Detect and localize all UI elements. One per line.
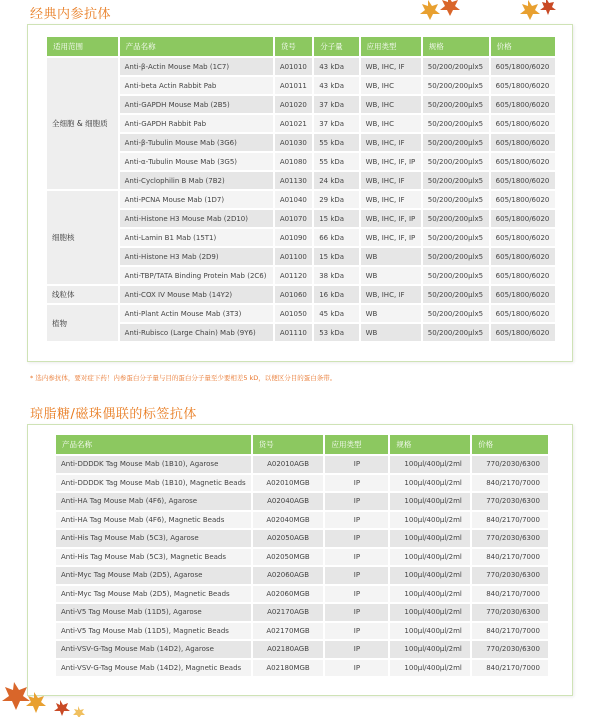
table-row	[47, 134, 555, 151]
cell-name: Anti-Cyclophilin B Mab (7B2)	[120, 172, 273, 189]
cell-app: IP	[325, 475, 388, 492]
cell-cat: A02010MGB	[253, 475, 324, 492]
cell-mw: 16 kDa	[314, 286, 358, 303]
cell-name: Anti-β-Actin Mouse Mab (1C7)	[120, 58, 273, 75]
cell-name: Anti-COX IV Mouse Mab (14Y2)	[120, 286, 273, 303]
group-label: 细胞核	[47, 191, 118, 284]
cell-name: Anti-VSV-G-Tag Mouse Mab (14D2), Magnetic Beads	[56, 660, 251, 677]
cell-mw: 45 kDa	[314, 305, 358, 322]
cell-price: 605/1800/6020	[491, 286, 555, 303]
reference-antibody-card	[27, 24, 573, 362]
cell-name: Anti-TBP/TATA Binding Protein Mab (2C6)	[120, 267, 273, 284]
cell-app: IP	[325, 456, 388, 473]
cell-mw: 38 kDa	[314, 267, 358, 284]
cell-price: 770/2030/6300	[472, 493, 548, 510]
cell-cat: A01011	[275, 77, 312, 94]
cell-app: IP	[325, 604, 388, 621]
cell-spec: 50/200/200μlx5	[423, 248, 489, 265]
cell-cat: A02180MGB	[253, 660, 324, 677]
cell-price: 840/2170/7000	[472, 512, 548, 529]
table-row	[56, 475, 548, 492]
table-row	[56, 604, 548, 621]
cell-cat: A01060	[275, 286, 312, 303]
cell-spec: 50/200/200μlx5	[423, 191, 489, 208]
cell-mw: 24 kDa	[314, 172, 358, 189]
group-label: 植物	[47, 305, 118, 341]
cell-spec: 50/200/200μlx5	[423, 286, 489, 303]
cell-spec: 100μl/400μl/2ml	[390, 530, 470, 547]
cell-spec: 50/200/200μlx5	[423, 210, 489, 227]
section-title-tag-antibodies: 琼脂糖/磁珠偶联的标签抗体	[30, 407, 197, 422]
cell-name: Anti-His Tag Mouse Mab (5C3), Agarose	[56, 530, 251, 547]
cell-cat: A02170MGB	[253, 623, 324, 640]
cell-app: IP	[325, 623, 388, 640]
cell-name: Anti-DDDDK Tag Mouse Mab (1B10), Agarose	[56, 456, 251, 473]
cell-price: 605/1800/6020	[491, 134, 555, 151]
cell-spec: 50/200/200μlx5	[423, 115, 489, 132]
cell-app: WB, IHC	[361, 115, 421, 132]
cell-price: 605/1800/6020	[491, 96, 555, 113]
cell-app: WB, IHC	[361, 77, 421, 94]
cell-mw: 37 kDa	[314, 115, 358, 132]
cell-app: IP	[325, 641, 388, 658]
cell-app: IP	[325, 549, 388, 566]
table-row	[56, 586, 548, 603]
group-label: 线粒体	[47, 286, 118, 303]
cell-cat: A02040MGB	[253, 512, 324, 529]
table-row	[47, 286, 555, 303]
cell-app: WB, IHC, IF, IP	[361, 153, 421, 170]
cell-spec: 100μl/400μl/2ml	[390, 567, 470, 584]
table-row	[47, 229, 555, 246]
header-mw: 分子量	[314, 37, 358, 56]
header-catalog: 货号	[253, 435, 324, 454]
cell-price: 605/1800/6020	[491, 229, 555, 246]
cell-spec: 50/200/200μlx5	[423, 305, 489, 322]
header-price: 价格	[491, 37, 555, 56]
cell-price: 840/2170/7000	[472, 623, 548, 640]
cell-cat: A01040	[275, 191, 312, 208]
cell-cat: A01100	[275, 248, 312, 265]
cell-app: WB, IHC, IF	[361, 58, 421, 75]
cell-spec: 50/200/200μlx5	[423, 134, 489, 151]
cell-cat: A01130	[275, 172, 312, 189]
header-catalog: 货号	[275, 37, 312, 56]
cell-cat: A02170AGB	[253, 604, 324, 621]
cell-app: WB, IHC, IF	[361, 191, 421, 208]
table-row	[47, 248, 555, 265]
cell-price: 605/1800/6020	[491, 248, 555, 265]
cell-app: WB, IHC, IF	[361, 134, 421, 151]
cell-price: 605/1800/6020	[491, 210, 555, 227]
cell-spec: 50/200/200μlx5	[423, 77, 489, 94]
cell-name: Anti-His Tag Mouse Mab (5C3), Magnetic Beads	[56, 549, 251, 566]
cell-app: IP	[325, 567, 388, 584]
cell-name: Anti-GAPDH Mouse Mab (2B5)	[120, 96, 273, 113]
tag-antibody-table	[54, 433, 550, 678]
cell-mw: 55 kDa	[314, 134, 358, 151]
cell-mw: 37 kDa	[314, 96, 358, 113]
cell-price: 605/1800/6020	[491, 191, 555, 208]
header-price: 价格	[472, 435, 548, 454]
cell-price: 840/2170/7000	[472, 660, 548, 677]
cell-mw: 15 kDa	[314, 248, 358, 265]
cell-name: Anti-GAPDH Rabbit Pab	[120, 115, 273, 132]
table-row	[47, 153, 555, 170]
cell-name: Anti-Lamin B1 Mab (15T1)	[120, 229, 273, 246]
cell-app: WB, IHC, IF, IP	[361, 210, 421, 227]
cell-spec: 100μl/400μl/2ml	[390, 604, 470, 621]
cell-app: WB	[361, 248, 421, 265]
cell-spec: 100μl/400μl/2ml	[390, 586, 470, 603]
cell-app: WB	[361, 267, 421, 284]
cell-spec: 100μl/400μl/2ml	[390, 641, 470, 658]
maple-leaf-decoration-top-right	[418, 0, 558, 22]
section-title-reference-antibodies: 经典内参抗体	[30, 7, 112, 22]
cell-cat: A01080	[275, 153, 312, 170]
group-label: 全细胞 & 细胞质	[47, 58, 118, 189]
cell-cat: A02050AGB	[253, 530, 324, 547]
cell-app: WB, IHC, IF, IP	[361, 229, 421, 246]
table-row	[56, 530, 548, 547]
cell-app: IP	[325, 660, 388, 677]
cell-spec: 50/200/200μlx5	[423, 267, 489, 284]
table-row	[47, 191, 555, 208]
cell-spec: 50/200/200μlx5	[423, 96, 489, 113]
table-row	[56, 641, 548, 658]
cell-cat: A02010AGB	[253, 456, 324, 473]
cell-name: Anti-V5 Tag Mouse Mab (11D5), Agarose	[56, 604, 251, 621]
cell-price: 605/1800/6020	[491, 58, 555, 75]
cell-mw: 29 kDa	[314, 191, 358, 208]
table-row	[47, 96, 555, 113]
cell-app: IP	[325, 512, 388, 529]
cell-cat: A02050MGB	[253, 549, 324, 566]
cell-name: Anti-Rubisco (Large Chain) Mab (9Y6)	[120, 324, 273, 341]
cell-price: 605/1800/6020	[491, 267, 555, 284]
header-product-name: 产品名称	[56, 435, 251, 454]
cell-mw: 55 kDa	[314, 153, 358, 170]
header-application: 应用类型	[325, 435, 388, 454]
cell-cat: A01010	[275, 58, 312, 75]
cell-name: Anti-Histone H3 Mouse Mab (2D10)	[120, 210, 273, 227]
header-product-name: 产品名称	[120, 37, 273, 56]
cell-mw: 43 kDa	[314, 58, 358, 75]
cell-price: 605/1800/6020	[491, 305, 555, 322]
cell-spec: 50/200/200μlx5	[423, 324, 489, 341]
cell-spec: 100μl/400μl/2ml	[390, 475, 470, 492]
table-row	[56, 549, 548, 566]
cell-price: 605/1800/6020	[491, 324, 555, 341]
table-row	[47, 305, 555, 322]
cell-mw: 43 kDa	[314, 77, 358, 94]
cell-cat: A01090	[275, 229, 312, 246]
header-spec: 规格	[390, 435, 470, 454]
cell-price: 605/1800/6020	[491, 77, 555, 94]
cell-spec: 50/200/200μlx5	[423, 172, 489, 189]
cell-cat: A01020	[275, 96, 312, 113]
cell-spec: 50/200/200μlx5	[423, 58, 489, 75]
cell-price: 770/2030/6300	[472, 456, 548, 473]
cell-price: 770/2030/6300	[472, 641, 548, 658]
cell-app: WB, IHC	[361, 96, 421, 113]
table-row	[56, 512, 548, 529]
header-spec: 规格	[423, 37, 489, 56]
cell-cat: A02180AGB	[253, 641, 324, 658]
table-row	[47, 58, 555, 75]
cell-spec: 100μl/400μl/2ml	[390, 623, 470, 640]
cell-name: Anti-HA Tag Mouse Mab (4F6), Agarose	[56, 493, 251, 510]
cell-app: IP	[325, 586, 388, 603]
cell-price: 840/2170/7000	[472, 549, 548, 566]
cell-app: IP	[325, 530, 388, 547]
tag-antibody-card	[27, 424, 573, 696]
cell-app: IP	[325, 493, 388, 510]
table-row	[56, 660, 548, 677]
cell-price: 605/1800/6020	[491, 115, 555, 132]
cell-name: Anti-Plant Actin Mouse Mab (3T3)	[120, 305, 273, 322]
cell-cat: A01021	[275, 115, 312, 132]
maple-leaf-decoration-bottom-left	[0, 680, 90, 717]
cell-name: Anti-PCNA Mouse Mab (1D7)	[120, 191, 273, 208]
selection-note: * 选内参抗体，要对症下药！内参蛋白分子量与目的蛋白分子量至少要相差5 kD，以便区分目的蛋白条带。	[30, 374, 337, 382]
cell-app: WB	[361, 305, 421, 322]
cell-price: 605/1800/6020	[491, 153, 555, 170]
cell-mw: 15 kDa	[314, 210, 358, 227]
cell-name: Anti-α-Tubulin Mouse Mab (3G5)	[120, 153, 273, 170]
cell-spec: 50/200/200μlx5	[423, 153, 489, 170]
cell-name: Anti-V5 Tag Mouse Mab (11D5), Magnetic Beads	[56, 623, 251, 640]
cell-mw: 66 kDa	[314, 229, 358, 246]
cell-name: Anti-HA Tag Mouse Mab (4F6), Magnetic Beads	[56, 512, 251, 529]
cell-name: Anti-Myc Tag Mouse Mab (2D5), Magnetic Beads	[56, 586, 251, 603]
cell-app: WB, IHC, IF	[361, 172, 421, 189]
cell-price: 840/2170/7000	[472, 586, 548, 603]
cell-name: Anti-DDDDK Tag Mouse Mab (1B10), Magnetic Beads	[56, 475, 251, 492]
cell-name: Anti-Myc Tag Mouse Mab (2D5), Agarose	[56, 567, 251, 584]
table-row	[47, 267, 555, 284]
cell-price: 605/1800/6020	[491, 172, 555, 189]
cell-cat: A02060MGB	[253, 586, 324, 603]
table-row	[47, 115, 555, 132]
cell-app: WB, IHC, IF	[361, 286, 421, 303]
cell-cat: A01030	[275, 134, 312, 151]
cell-name: Anti-Histone H3 Mab (2D9)	[120, 248, 273, 265]
cell-spec: 100μl/400μl/2ml	[390, 512, 470, 529]
cell-spec: 100μl/400μl/2ml	[390, 493, 470, 510]
table-row	[47, 77, 555, 94]
table-row	[56, 623, 548, 640]
cell-price: 770/2030/6300	[472, 567, 548, 584]
header-application: 应用类型	[361, 37, 421, 56]
cell-cat: A02040AGB	[253, 493, 324, 510]
cell-spec: 100μl/400μl/2ml	[390, 660, 470, 677]
cell-spec: 100μl/400μl/2ml	[390, 549, 470, 566]
cell-cat: A01120	[275, 267, 312, 284]
cell-spec: 50/200/200μlx5	[423, 229, 489, 246]
cell-spec: 100μl/400μl/2ml	[390, 456, 470, 473]
cell-name: Anti-β-Tubulin Mouse Mab (3G6)	[120, 134, 273, 151]
table-row	[56, 493, 548, 510]
cell-name: Anti-beta Actin Rabbit Pab	[120, 77, 273, 94]
table-row	[47, 172, 555, 189]
cell-price: 840/2170/7000	[472, 475, 548, 492]
cell-price: 770/2030/6300	[472, 604, 548, 621]
table-row	[56, 456, 548, 473]
header-scope: 适用范围	[47, 37, 118, 56]
cell-cat: A01050	[275, 305, 312, 322]
table-row	[47, 210, 555, 227]
cell-price: 770/2030/6300	[472, 530, 548, 547]
table-row	[47, 324, 555, 341]
reference-antibody-table	[45, 35, 557, 343]
cell-cat: A01070	[275, 210, 312, 227]
cell-app: WB	[361, 324, 421, 341]
table-row	[56, 567, 548, 584]
cell-cat: A02060AGB	[253, 567, 324, 584]
cell-mw: 53 kDa	[314, 324, 358, 341]
cell-cat: A01110	[275, 324, 312, 341]
cell-name: Anti-VSV-G-Tag Mouse Mab (14D2), Agarose	[56, 641, 251, 658]
